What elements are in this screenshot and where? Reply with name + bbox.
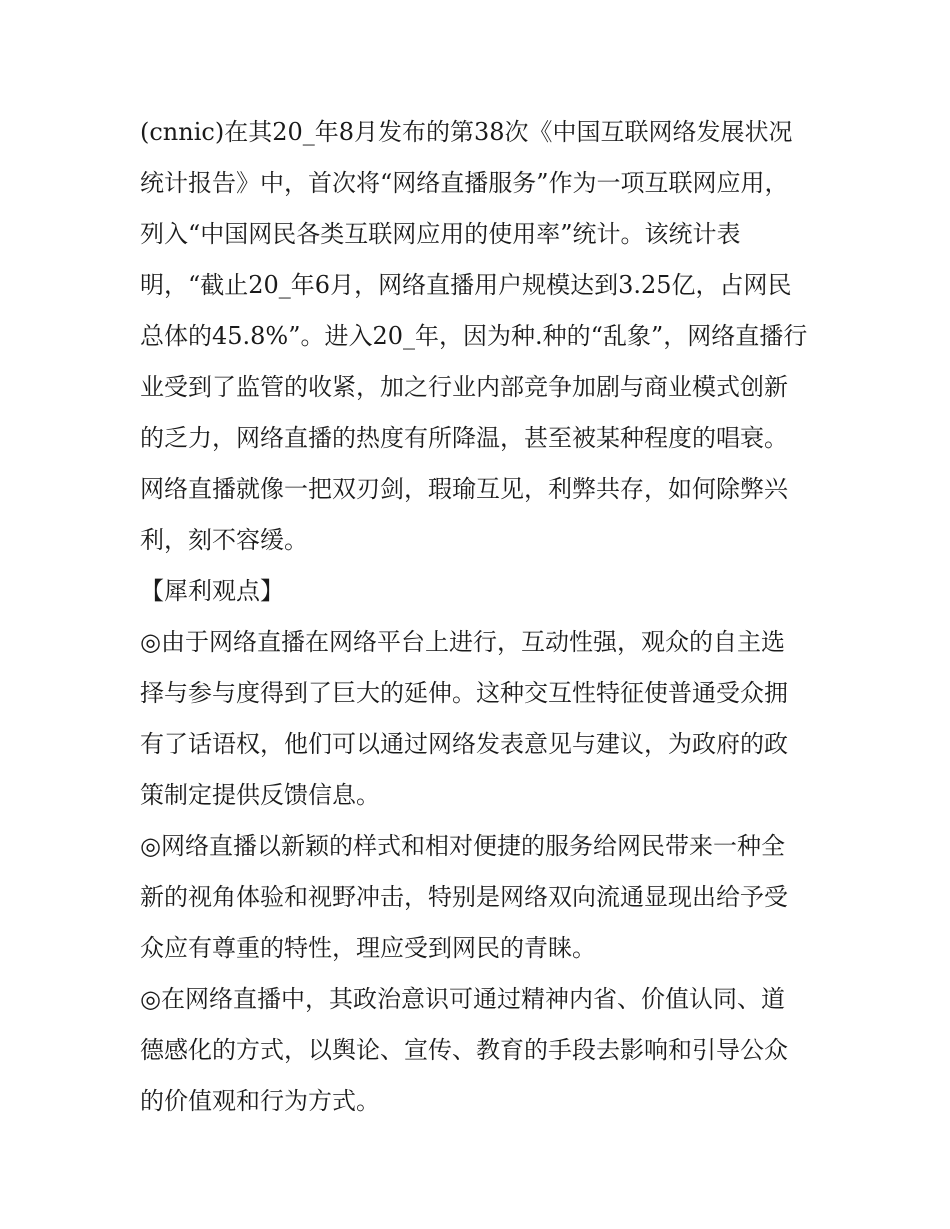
text-line: 众应有尊重的特性，理应受到网民的青睐。 [140,934,596,962]
bullet-point-line: ◎网络直播以新颖的样式和相对便捷的服务给网民带来一种全 [140,832,785,860]
text-line: 的乏力，网络直播的热度有所降温，甚至被某种程度的唱衰。 [140,424,788,452]
text-line: 择与参与度得到了巨大的延伸。这种交互性特征使普通受众拥 [140,679,788,707]
document-body [140,107,820,1127]
text-line: 明，“截止20_年6月，网络直播用户规模达到3.25亿，占网民 [140,271,792,299]
text-line: 策制定提供反馈信息。 [140,781,380,809]
text-line: 利，刻不容缓。 [140,526,308,554]
section-heading: 【犀利观点】 [140,577,284,605]
bullet-point-line: ◎由于网络直播在网络平台上进行，互动性强，观众的自主选 [140,628,785,656]
text-line: 列入“中国网民各类互联网应用的使用率”统计。该统计表 [140,220,741,248]
bullet-point-line: ◎在网络直播中，其政治意识可通过精神内省、价值认同、道 [140,985,785,1013]
text-line: 统计报告》中，首次将“网络直播服务”作为一项互联网应用， [140,169,789,197]
text-line: 业受到了监管的收紧，加之行业内部竞争加剧与商业模式创新 [140,373,788,401]
text-line: (cnnic)在其20_年8月发布的第38次《中国互联网络发展状况 [140,118,793,146]
text-line: 总体的45.8%”。进入20_年，因为种.种的“乱象”，网络直播行 [140,322,808,350]
text-line: 网络直播就像一把双刃剑，瑕瑜互见，利弊共存，如何除弊兴 [140,475,788,503]
text-line: 有了话语权，他们可以通过网络发表意见与建议，为政府的政 [140,730,788,758]
text-line: 新的视角体验和视野冲击，特别是网络双向流通显现出给予受 [140,883,788,911]
text-line: 的价值观和行为方式。 [140,1087,380,1115]
text-line: 德感化的方式，以舆论、宣传、教育的手段去影响和引导公众 [140,1036,788,1064]
